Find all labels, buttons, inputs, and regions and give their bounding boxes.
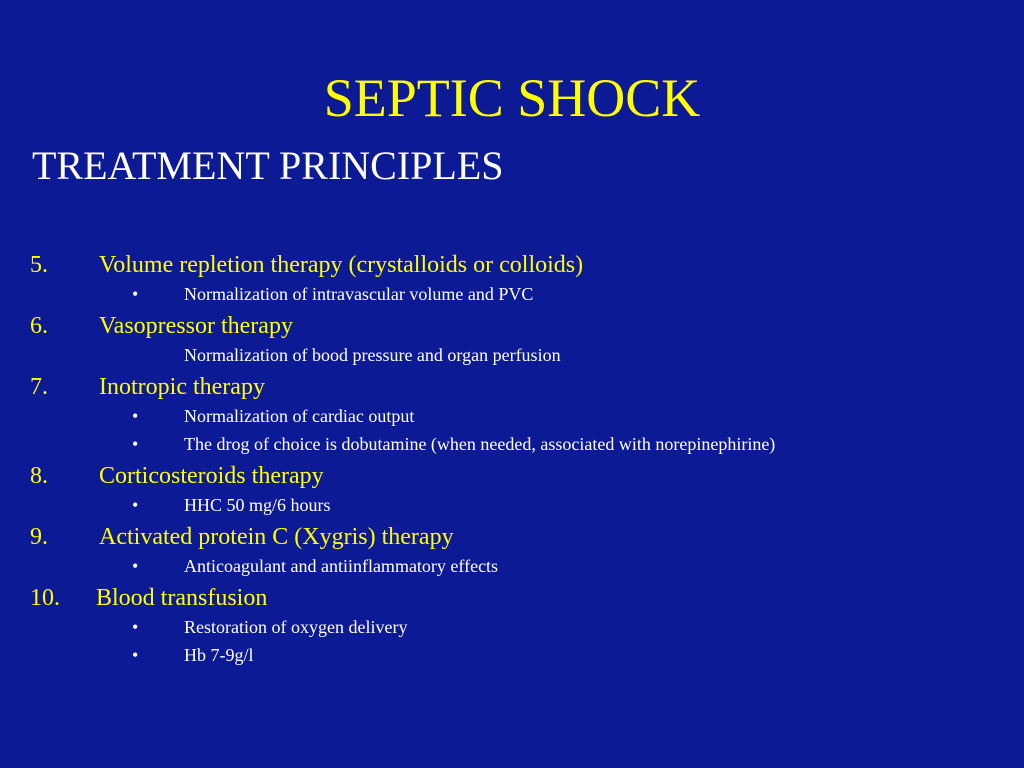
sub-item-text: Restoration of oxygen delivery xyxy=(184,617,408,637)
item-number: 10. xyxy=(30,585,60,611)
item-number: 8. xyxy=(30,463,48,489)
bullet-icon: • xyxy=(132,495,139,515)
list-item xyxy=(0,250,1024,280)
sub-item xyxy=(0,430,1024,458)
sub-item xyxy=(0,341,1024,369)
bullet-icon: • xyxy=(132,617,139,637)
sub-item xyxy=(0,552,1024,580)
item-label: Activated protein C (Xygris) therapy xyxy=(99,524,454,550)
item-label: Vasopressor therapy xyxy=(99,313,293,339)
sub-item xyxy=(0,280,1024,308)
bullet-icon: • xyxy=(132,645,139,665)
sub-item-text: Normalization of bood pressure and organ perfusion xyxy=(184,345,561,365)
item-label: Blood transfusion xyxy=(96,585,268,611)
list-item xyxy=(0,583,1024,613)
treatment-list xyxy=(0,250,1024,669)
bullet-icon: • xyxy=(132,556,139,576)
item-label: Volume repletion therapy (crystalloids or colloids) xyxy=(99,252,584,278)
item-label: Corticosteroids therapy xyxy=(99,463,324,489)
sub-item xyxy=(0,641,1024,669)
item-number: 9. xyxy=(30,524,48,550)
sub-item-text: HHC 50 mg/6 hours xyxy=(184,495,331,515)
list-item xyxy=(0,372,1024,402)
list-item xyxy=(0,311,1024,341)
sub-item xyxy=(0,402,1024,430)
bullet-icon: • xyxy=(132,284,139,304)
sub-item-text: Normalization of cardiac output xyxy=(184,406,415,426)
list-item xyxy=(0,461,1024,491)
bullet-icon: • xyxy=(132,434,139,454)
sub-item-text: The drog of choice is dobutamine (when needed, associated with norepinephirine) xyxy=(184,434,776,454)
sub-item xyxy=(0,491,1024,519)
item-label: Inotropic therapy xyxy=(99,374,265,400)
item-number: 5. xyxy=(30,252,48,278)
item-number: 6. xyxy=(30,313,48,339)
slide-title: SEPTIC SHOCK xyxy=(323,68,701,128)
slide-subtitle: TREATMENT PRINCIPLES xyxy=(32,143,504,188)
item-number: 7. xyxy=(30,374,48,400)
list-item xyxy=(0,522,1024,552)
bullet-icon: • xyxy=(132,406,139,426)
sub-item-text: Normalization of intravascular volume and PVC xyxy=(184,284,534,304)
sub-item xyxy=(0,613,1024,641)
sub-item-text: Anticoagulant and antiinflammatory effects xyxy=(184,556,499,576)
sub-item-text: Hb 7-9g/l xyxy=(184,645,254,665)
